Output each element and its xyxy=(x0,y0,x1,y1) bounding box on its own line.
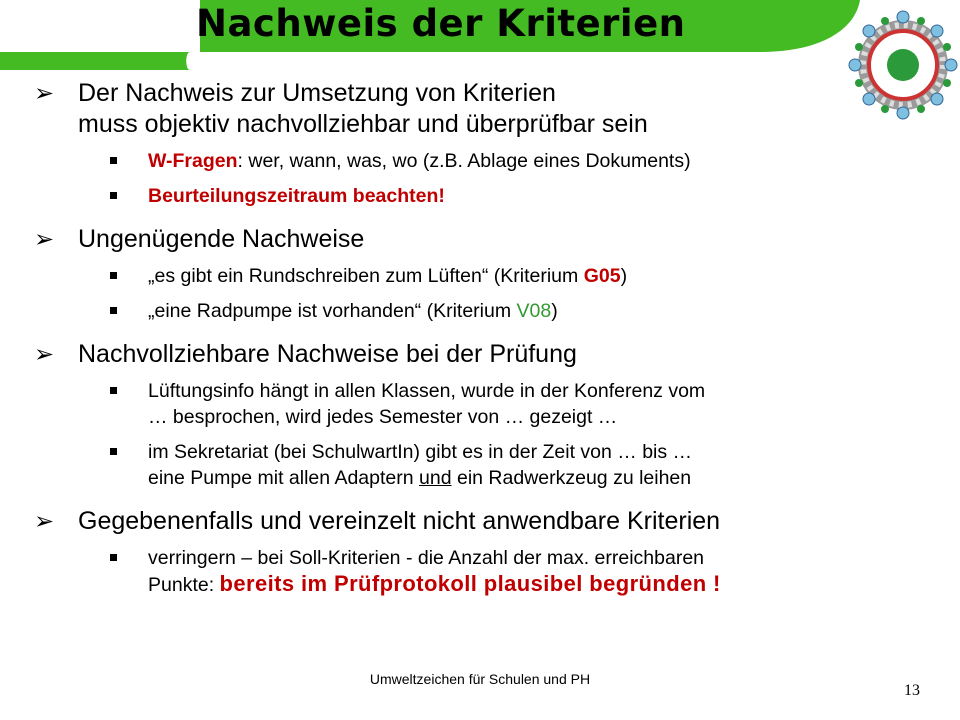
rundschreiben-text: „es gibt ein Rundschreiben zum Lüften“ (Kriterium xyxy=(148,265,584,287)
bullet-heading: Gegebenenfalls und vereinzelt nicht anwendbare Kriterien xyxy=(78,507,721,535)
sub-text-line: … besprochen, wird jedes Semester von … gezeigt … xyxy=(148,406,618,428)
underlined-und: und xyxy=(419,467,452,489)
closing-paren: ) xyxy=(551,300,558,322)
square-bullet-icon xyxy=(110,448,117,455)
criterion-code-v08: V08 xyxy=(516,300,552,322)
bullet-nachweis xyxy=(34,78,934,140)
w-fragen-label: W-Fragen xyxy=(148,150,238,172)
arrow-bullet-icon: ➢ xyxy=(34,80,55,107)
square-bullet-icon xyxy=(110,157,117,164)
arrow-bullet-icon: ➢ xyxy=(34,226,55,253)
bullet-nachvollziehbare xyxy=(34,339,934,370)
bullet-text-line: Der Nachweis zur Umsetzung von Kriterien xyxy=(78,79,556,107)
square-bullet-icon xyxy=(110,554,117,561)
sub-text-line: Lüftungsinfo hängt in allen Klassen, wurde in der Konferenz vom xyxy=(148,380,706,402)
sub-bullet-sekretariat xyxy=(34,439,934,491)
sub-text-line xyxy=(148,571,934,598)
square-bullet-icon xyxy=(110,387,117,394)
closing-paren: ) xyxy=(620,265,628,287)
sub-text-line: im Sekretariat (bei SchulwartIn) gibt es in der Zeit von … bis … xyxy=(148,441,693,463)
sub-bullet-lueftungsinfo xyxy=(34,378,934,430)
square-bullet-icon xyxy=(110,272,117,279)
bullet-ungenuegende xyxy=(34,224,934,255)
sub-text-line: verringern – bei Soll-Kriterien - die Anzahl der max. erreichbaren xyxy=(148,547,705,569)
bullet-text-line: muss objektiv nachvollziehbar und überprüfbar sein xyxy=(78,110,648,138)
bullet-gegebenenfalls xyxy=(34,506,934,537)
bullet-heading: Ungenügende Nachweise xyxy=(78,225,365,253)
sub-bullet-radpumpe xyxy=(34,298,934,324)
square-bullet-icon xyxy=(110,192,117,199)
slide-footer: Umweltzeichen für Schulen und PH xyxy=(369,671,591,687)
sub-text: eine Pumpe mit allen Adaptern xyxy=(148,467,420,489)
slide-body xyxy=(34,78,934,607)
beurteilungszeitraum-text: Beurteilungszeitraum beachten! xyxy=(148,185,445,207)
sub-text-line xyxy=(148,465,934,491)
w-fragen-text: : wer, wann, was, wo (z.B. Ablage eines Dokuments) xyxy=(237,150,691,172)
emphasis-begruenden: bereits im Prüfprotokoll plausibel begründen ! xyxy=(219,571,721,596)
sub-bullet-w-fragen xyxy=(34,148,934,174)
criterion-code-g05: G05 xyxy=(583,265,621,287)
sub-text: ein Radwerkzeug zu leihen xyxy=(451,467,692,489)
bullet-heading: Nachvollziehbare Nachweise bei der Prüfung xyxy=(78,340,577,368)
radpumpe-text: „eine Radpumpe ist vorhanden“ (Kriterium xyxy=(148,300,517,322)
sub-text: Punkte: xyxy=(148,574,220,596)
page-number: 13 xyxy=(904,682,920,699)
arrow-bullet-icon: ➢ xyxy=(34,508,55,535)
sub-bullet-rundschreiben xyxy=(34,263,934,289)
square-bullet-icon xyxy=(110,307,117,314)
sub-bullet-beurteilungszeitraum xyxy=(34,183,934,209)
arrow-bullet-icon: ➢ xyxy=(34,341,55,368)
slide-title: Nachweis der Kriterien xyxy=(196,2,686,45)
sub-bullet-verringern xyxy=(34,545,934,598)
